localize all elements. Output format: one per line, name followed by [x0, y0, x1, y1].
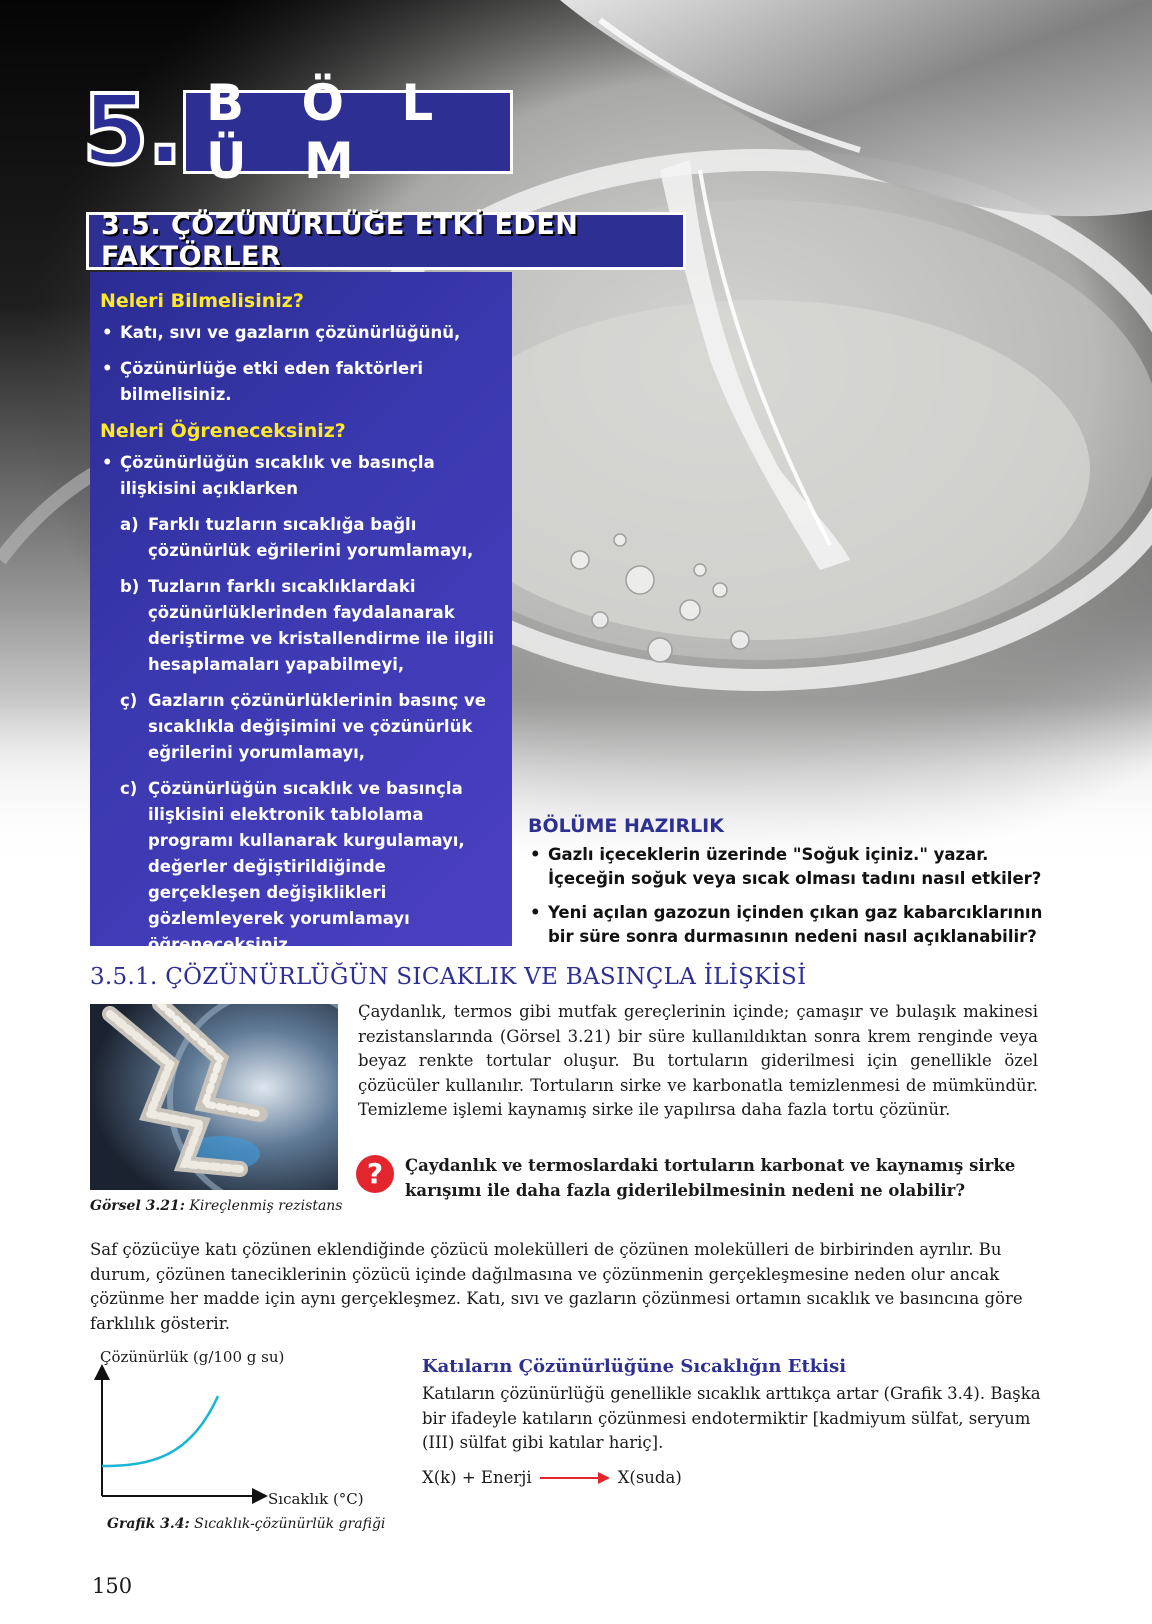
paragraph-dissolution: Saf çözücüye katı çözünen eklendiğinde çözücü molekülleri de çözünen molekülleri de birbirinden ayrılır. Bu durum, çözünen taneciklerinin çözücü içinde dağılmasına ve çözünmenin gerçekleşmesine neden olur ancak çözünme her madde için aynı gerçekleşmez. Katı, sıvı ve gazların çözünmesi ortamın sıcaklık ve basıncına göre farklılık gösterir. — [90, 1240, 1023, 1333]
subsection-title: 3.5.1. ÇÖZÜNÜRLÜĞÜN SICAKLIK VE BASINÇLA İLİŞKİSİ — [90, 964, 807, 990]
graph-caption-label: Grafik 3.4: — [107, 1516, 190, 1532]
learning-goals-panel — [90, 272, 512, 954]
learn-item-marker: a) — [120, 515, 139, 534]
section-title: 3.5. ÇÖZÜNÜRLÜĞE ETKİ EDEN FAKTÖRLER — [101, 210, 579, 272]
know-item: • Çözünürlüğe etki eden faktörleri bilmelisiniz. — [100, 356, 500, 408]
question-mark-icon: ? — [356, 1155, 394, 1193]
equation-left: X(k) + Enerji — [422, 1468, 532, 1487]
learn-item-marker: c) — [120, 779, 138, 798]
page-number: 150 — [92, 1574, 133, 1598]
graph-caption — [107, 1516, 385, 1532]
know-heading: Neleri Bilmelisiniz? — [100, 290, 304, 312]
learn-item-text: Tuzların farklı sıcaklıklardaki çözünürlüklerinden faydalanarak deriştirme ve kristallendirme ile ilgili hesaplamaları yapabilmeyi, — [148, 577, 495, 674]
graph-y-axis-label: Çözünürlük (g/100 g su) — [100, 1348, 285, 1366]
chapter-label-box — [183, 74, 513, 190]
heater-element-illustration — [90, 1004, 338, 1190]
learn-item-text: Farklı tuzların sıcaklığa bağlı çözünürlük eğrilerini yorumlamayı, — [148, 515, 474, 560]
equation-right: X(suda) — [617, 1468, 682, 1487]
solubility-curve — [102, 1396, 218, 1466]
learn-heading: Neleri Öğreneceksiniz? — [100, 420, 346, 442]
learn-item-b — [100, 574, 500, 678]
chapter-prep-box — [528, 815, 1048, 959]
learn-item-marker: ç) — [120, 691, 138, 710]
paragraph-limescale: Çaydanlık, termos gibi mutfak gereçlerinin içinde; çamaşır ve bulaşık makinesi rezistanslarında (Görsel 3.21) bir süre kullanıldıktan sonra krem renginde veya beyaz renkte tortular oluşur. Bu tortuların giderilmesi için genellikle özel çözücüler kullanılır. Tortuların sirke ve karbonatla temizlenmesi de mümkündür. Temizleme işlemi kaynamış sirke ile yapılırsa daha fazla tortu çözünür. — [358, 1002, 1038, 1119]
learn-item-text: Gazların çözünürlüklerinin basınç ve sıcaklıkla değişimini ve çözünürlük eğrilerini yorumlamayı, — [148, 691, 487, 762]
prep-title: BÖLÜME HAZIRLIK — [528, 815, 724, 837]
chapter-number: 5. — [82, 74, 182, 186]
learn-item-c — [100, 776, 500, 958]
question-text: Çaydanlık ve termoslardaki tortuların karbonat ve kaynamış sirke karışımı ile daha fazla giderilebilmesinin nedeni ne olabilir? — [405, 1156, 1016, 1200]
prep-item: • Gazlı içeceklerin üzerinde "Soğuk içiniz." yazar. İçeceğin soğuk veya sıcak olması tadını nasıl etkiler? — [528, 843, 1048, 891]
solids-heading: Katıların Çözünürlüğüne Sıcaklığın Etkisi — [422, 1356, 847, 1377]
prep-item: • Yeni açılan gazozun içinden çıkan gaz kabarcıklarının bir süre sonra durmasının nedeni nasıl açıklanabilir? — [528, 901, 1048, 949]
know-item: • Katı, sıvı ve gazların çözünürlüğünü, — [100, 320, 500, 346]
dissolution-equation — [422, 1468, 682, 1487]
photo-caption-label: Görsel 3.21: — [90, 1198, 185, 1214]
photo-caption — [90, 1198, 343, 1214]
learn-item-a — [100, 512, 500, 564]
section-title-box — [86, 212, 686, 270]
graph-x-axis-label: Sıcaklık (°C) — [268, 1490, 364, 1508]
chapter-label: B Ö L Ü M — [206, 74, 454, 190]
limescale-heater-photo — [90, 1004, 338, 1190]
learn-item-marker: b) — [120, 577, 140, 596]
graph-caption-text: Sıcaklık-çözünürlük grafiği — [194, 1516, 386, 1532]
learn-intro: • Çözünürlüğün sıcaklık ve basınçla ilişkisini açıklarken — [100, 450, 500, 502]
learn-item-c-cedilla — [100, 688, 500, 766]
photo-caption-text: Kireçlenmiş rezistans — [189, 1198, 343, 1214]
reaction-arrow-icon — [538, 1471, 612, 1485]
learn-item-text: Çözünürlüğün sıcaklık ve basınçla ilişkisini elektronik tablolama programı kullanarak kurgulamayı, değerler değiştirildiğinde gerçekleşen değişiklikleri gözlemleyerek yorumlamayı öğreneceksiniz. — [148, 779, 465, 954]
paragraph-solids: Katıların çözünürlüğü genellikle sıcaklık arttıkça artar (Grafik 3.4). Başka bir ifadeyle katıların çözünmesi endotermiktir [kadmiyum sülfat, seryum (III) sülfat gibi katılar hariç]. — [422, 1384, 1041, 1452]
